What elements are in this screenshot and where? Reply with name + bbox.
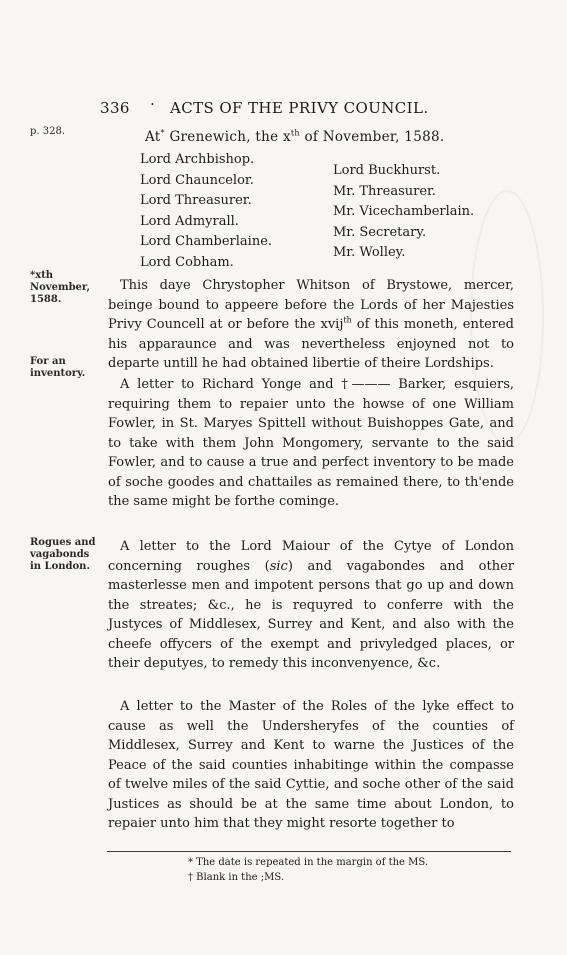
- page-title: ACTS OF THE PRIVY COUNCIL.: [170, 99, 429, 117]
- heading-star: *: [160, 128, 165, 138]
- p3-sic: sic: [269, 558, 288, 574]
- p3-text-a: A letter to the Lord Maiour of the Cytye of London concerning roughes (: [108, 539, 514, 574]
- footnote-rule: [107, 851, 511, 852]
- heading-end: of November, 1588.: [299, 129, 445, 145]
- footnote: † Blank in the ;MS.: [188, 872, 285, 883]
- p1-text-b: of this moneth, entered his apparaunce and was nevertheless enjoyned not to departe untill he had obtained libertie of theire Lordships.: [108, 317, 514, 371]
- margin-inventory-note: For an inventory.: [30, 356, 86, 379]
- page-number: 336: [100, 99, 130, 117]
- meeting-heading: [145, 128, 515, 148]
- entry-inventory-letter: [108, 375, 514, 512]
- heading-prefix: At: [145, 129, 161, 145]
- header-dot: ·: [150, 95, 156, 113]
- attendee: Lord Chauncelor.: [140, 172, 254, 188]
- p2-text: A letter to Richard Yonge and †——— Barker, esquiers, requiring them to repaier unto the howse of one William Fowler, in St. Maryes Spittell without Buishoppes Gate, and to take with them John Mongomery, servante to the said Fowler, and to cause a true and perfect inventory to be made of soche goodes and chattailes as remained there, to th'ende the same might be forthe cominge.: [108, 377, 514, 509]
- attendees-left: [140, 150, 272, 273]
- entry-whitson: [108, 276, 514, 374]
- margin-rogues-note: Rogues and vagabonds in London.: [30, 537, 96, 572]
- attendee: Lord Admyrall.: [140, 213, 239, 229]
- attendees-right: [333, 161, 474, 264]
- heading-sup: th: [290, 128, 300, 138]
- attendee: Mr. Vicechamberlain.: [333, 204, 475, 219]
- p1-text-a: This daye Chrystopher Whitson of Brystowe, mercer, beinge bound to appeere before the Lords of her Majesties Privy Councell at or before the xvij: [108, 278, 514, 332]
- attendee: Lord Archbishop.: [140, 152, 255, 167]
- p1-sup: th: [343, 315, 352, 325]
- entry-roles-letter: [108, 697, 514, 834]
- attendee: Mr. Threasurer.: [333, 183, 436, 199]
- attendee: Lord Threasurer.: [140, 193, 252, 208]
- p4-text: A letter to the Master of the Roles of the lyke effect to cause as well the Undersheryfes of the counties of Middlesex, Surrey and Kent to warne the Justices of the Peace of the said counties inhabitinge within the compasse of twelve miles of the said Cyttie, and soche other of the said Justices as should be at the same time about London, to repaier unto him that they might resorte together to: [108, 699, 514, 831]
- attendee: Lord Cobham.: [140, 254, 234, 270]
- footnote: * The date is repeated in the margin of the MS.: [188, 857, 429, 868]
- attendee: Mr. Secretary.: [333, 224, 427, 240]
- margin-date-note: *xth November, 1588.: [30, 270, 90, 305]
- attendee: Lord Buckhurst.: [333, 163, 441, 178]
- margin-page-ref: p. 328.: [30, 126, 66, 137]
- attendee: Lord Chamberlaine.: [140, 234, 273, 249]
- p3-text-b: ) and vagabondes and other masterlesse men and impotent persons that go up and down the streates; &c., he is requyred to conferre with the Justyces of Middlesex, Surrey and Kent, and also with the cheefe offycers of the exempt and privyledged places, or their deputyes, to remedy this inconvenyence, &c.: [108, 558, 515, 671]
- attendee: Mr. Wolley.: [333, 245, 406, 260]
- entry-rogues-letter: [108, 537, 514, 674]
- heading-rest: Grenewich, the x: [164, 129, 291, 145]
